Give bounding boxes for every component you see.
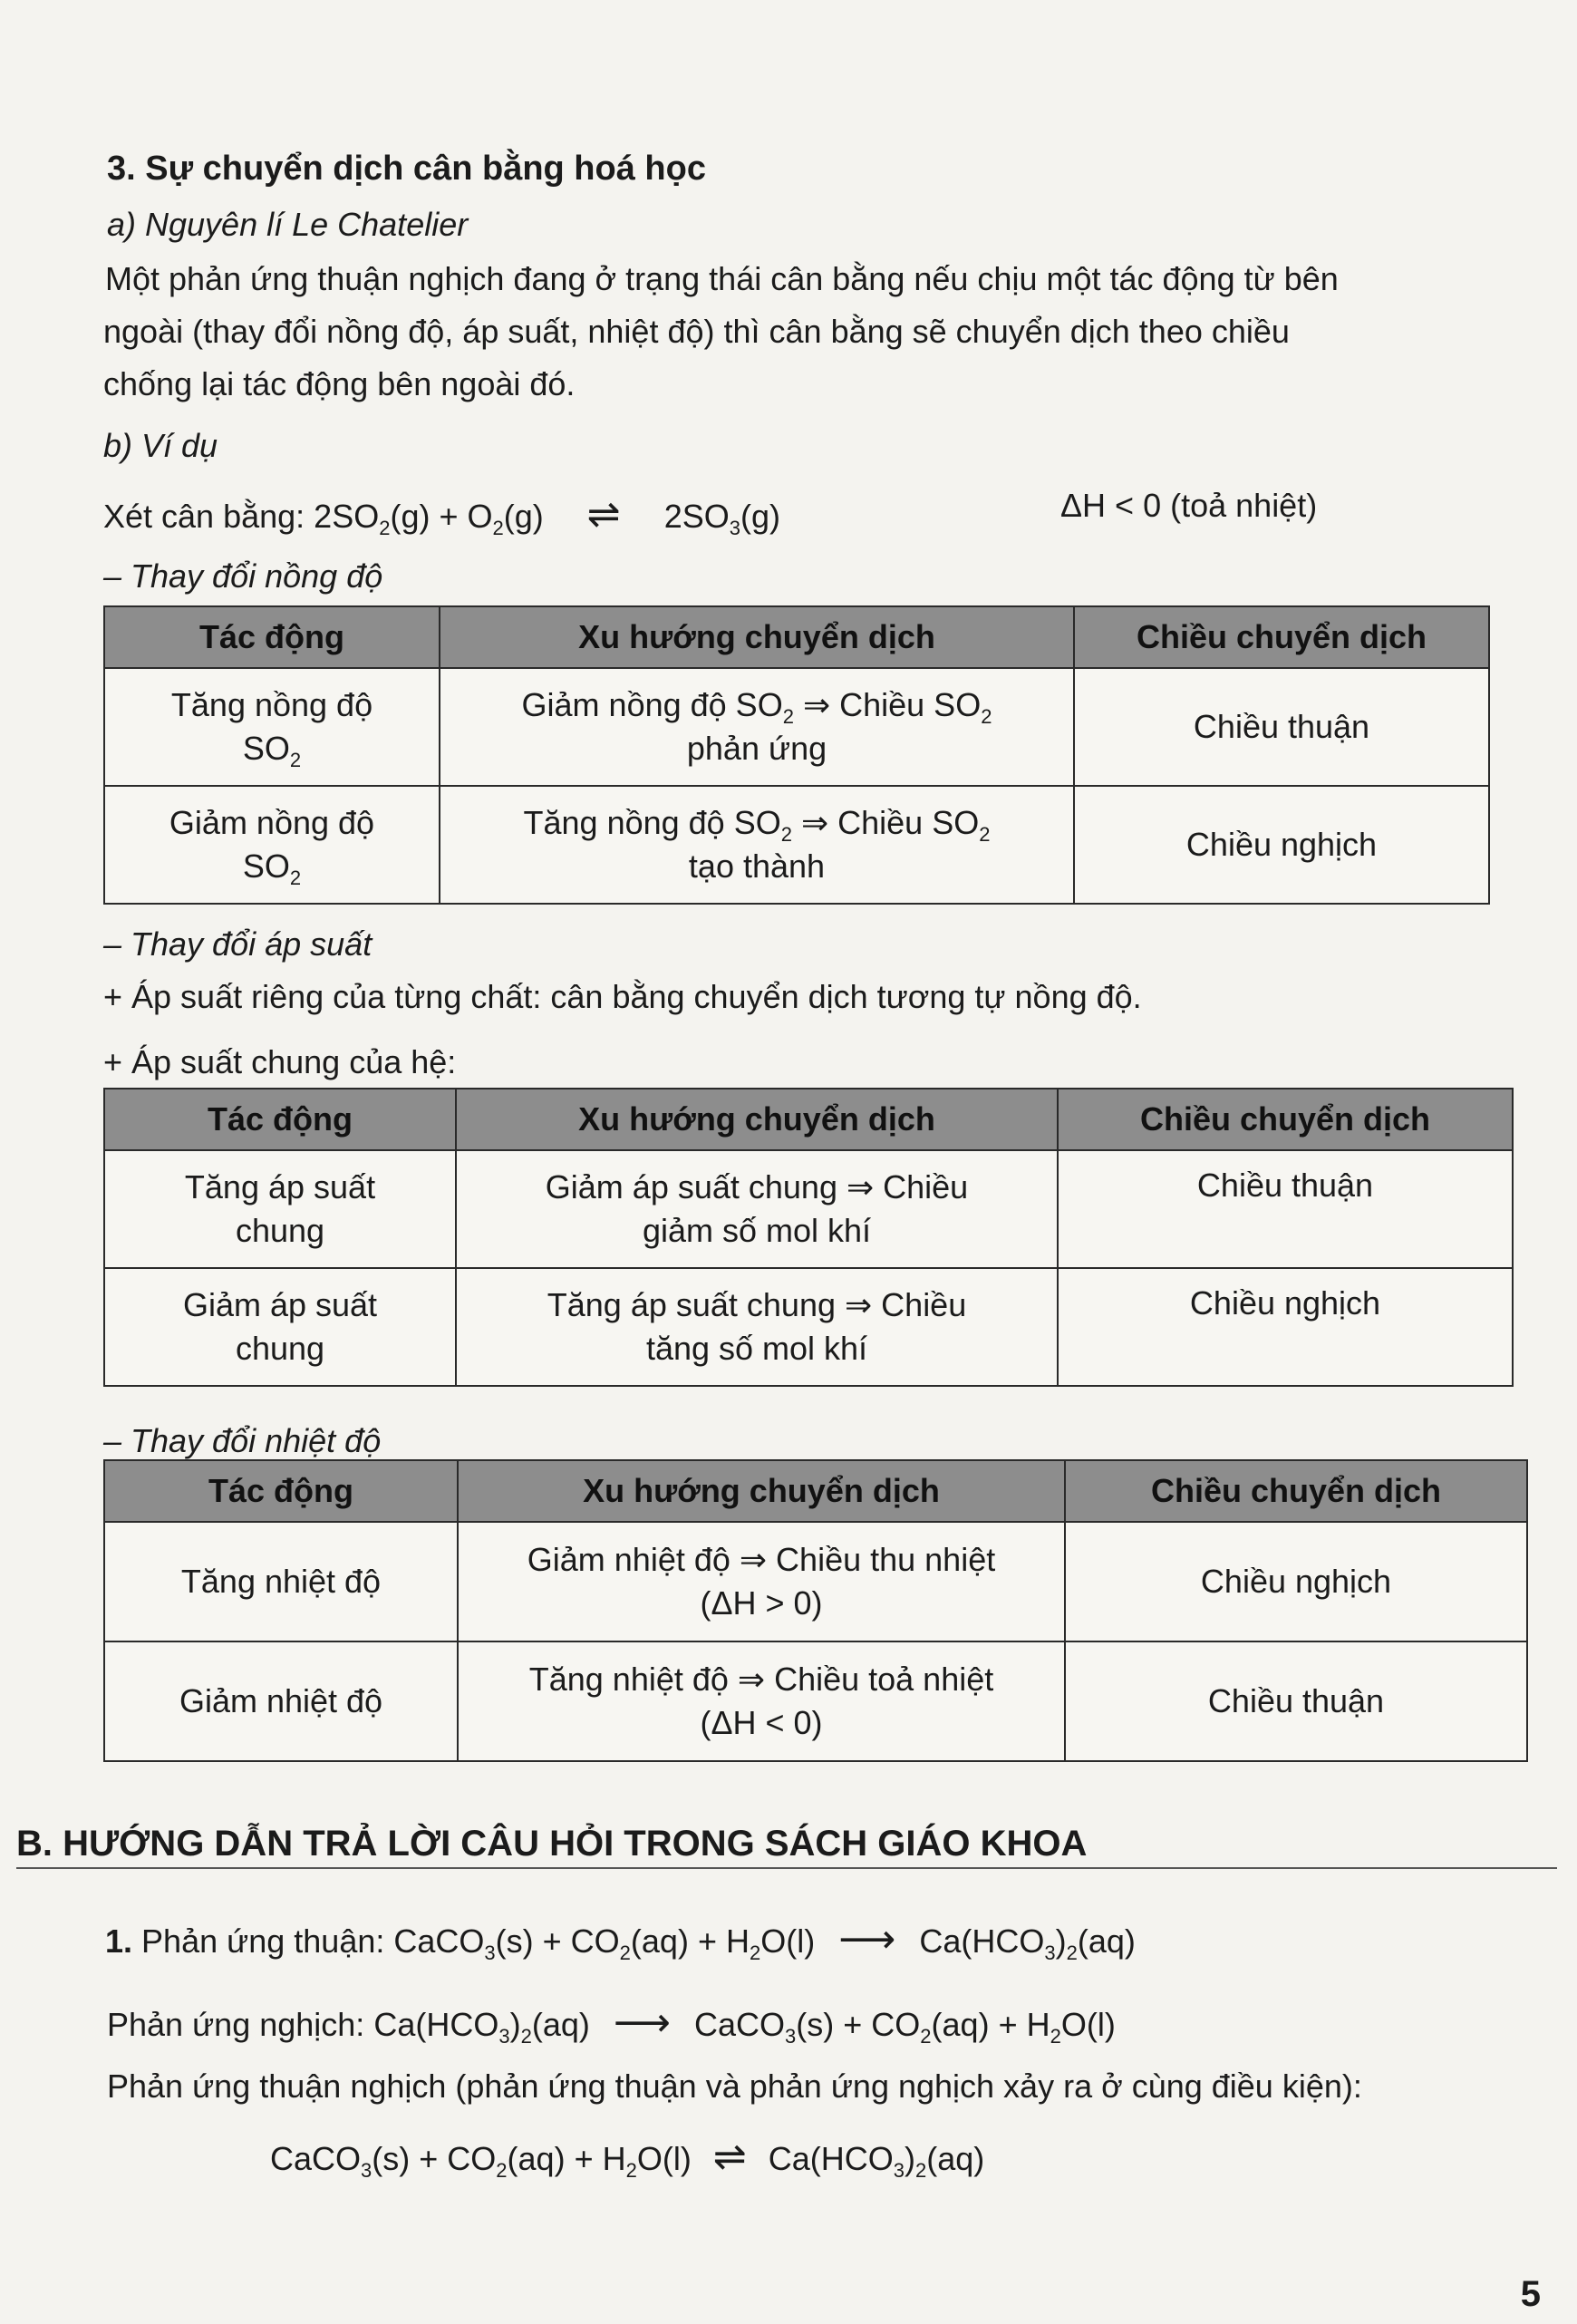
col-action-header: Tác động (104, 1089, 456, 1150)
pressure-total: + Áp suất chung của hệ: (103, 1043, 457, 1080)
q1-reverse-reaction: Phản ứng nghịch: $Ca(HCO_3)_2(aq)$ ⟶ CaCO$_3$(s) + $CO_2(aq) + H_2O(l)$ (107, 2000, 1116, 2048)
direction-cell: Chiều nghịch (1065, 1522, 1527, 1641)
principle-text-line-3: chống lại tác động bên ngoài đó. (103, 365, 576, 402)
col-trend-header: Xu hướng chuyển dịch (456, 1089, 1058, 1150)
action-cell: Tăng nồng độ $SO_2$ (104, 668, 440, 786)
example-equilibrium: Xét cân bằng: $2SO_2(g) + O_2(g)$ ⇌ $2SO_3(g)$ (103, 492, 780, 539)
trend-cell: Giảm nồng độ $SO_2$ ⇒ Chiều $SO_2$ phản ứng (440, 668, 1074, 786)
table-row (104, 1268, 1513, 1386)
q1-reversible-reaction: CaCO$_3$(s) + $CO_2(aq) + H_2O(l)$ ⇌ $Ca(HCO_3)_2(aq)$ (270, 2135, 985, 2182)
col-trend-header: Xu hướng chuyển dịch (440, 606, 1074, 668)
temperature-title: – Thay đổi nhiệt độ (103, 1422, 382, 1459)
trend-cell: Giảm áp suất chung ⇒ Chiều giảm số mol khí (456, 1150, 1058, 1268)
concentration-table (103, 605, 1490, 905)
section-b-divider (16, 1867, 1557, 1869)
trend-cell: Tăng nhiệt độ ⇒ Chiều toả nhiệt (ΔH < 0) (458, 1641, 1065, 1761)
table-row (104, 786, 1489, 904)
direction-cell: Chiều thuận (1065, 1641, 1527, 1761)
col-action-header: Tác động (104, 606, 440, 668)
trend-cell: Tăng áp suất chung ⇒ Chiều tăng số mol khí (456, 1268, 1058, 1386)
table-row (104, 1522, 1527, 1641)
col-action-header: Tác động (104, 1460, 458, 1522)
subsection-b-title: b) Ví dụ (103, 427, 218, 464)
direction-cell: Chiều thuận (1058, 1150, 1513, 1268)
col-direction-header: Chiều chuyển dịch (1058, 1089, 1513, 1150)
temperature-table (103, 1459, 1528, 1762)
table-row (104, 1641, 1527, 1761)
direction-cell: Chiều nghịch (1074, 786, 1489, 904)
enthalpy-note: ΔH < 0 (toả nhiệt) (1060, 487, 1318, 524)
action-cell: Giảm nồng độ $SO_2$ (104, 786, 440, 904)
equilibrium-arrow: ⇌ (586, 492, 621, 537)
pressure-table (103, 1088, 1514, 1387)
action-cell: Giảm nhiệt độ (104, 1641, 458, 1761)
page-number: 5 (1520, 2274, 1541, 2314)
action-cell: Tăng áp suất chung (104, 1150, 456, 1268)
pressure-title: – Thay đổi áp suất (103, 925, 372, 963)
trend-cell: Giảm nhiệt độ ⇒ Chiều thu nhiệt (ΔH > 0) (458, 1522, 1065, 1641)
col-direction-header: Chiều chuyển dịch (1074, 606, 1489, 668)
principle-text-line-2: ngoài (thay đổi nồng độ, áp suất, nhiệt độ) thì cân bằng sẽ chuyển dịch theo chiều (103, 313, 1290, 350)
table-row (104, 1150, 1513, 1268)
section-title: 3. Sự chuyển dịch cân bằng hoá học (107, 150, 706, 188)
direction-cell: Chiều nghịch (1058, 1268, 1513, 1386)
trend-cell: Tăng nồng độ $SO_2$ ⇒ Chiều $SO_2$ tạo thành (440, 786, 1074, 904)
col-trend-header: Xu hướng chuyển dịch (458, 1460, 1065, 1522)
direction-cell: Chiều thuận (1074, 668, 1489, 786)
q1-reversible-text: Phản ứng thuận nghịch (phản ứng thuận và phản ứng nghịch xảy ra ở cùng điều kiện): (107, 2067, 1362, 2105)
section-b-title: B. HƯỚNG DẪN TRẢ LỜI CÂU HỎI TRONG SÁCH GIÁO KHOA (16, 1824, 1088, 1864)
table-row (104, 668, 1489, 786)
principle-text-line-1: Một phản ứng thuận nghịch đang ở trạng thái cân bằng nếu chịu một tác động từ bên (105, 260, 1339, 297)
q1-forward-reaction: 1. Phản ứng thuận: CaCO$_3$(s) + $CO_2(aq) + H_2O(l)$ ⟶ $Ca(HCO_3)_2(aq)$ (105, 1917, 1136, 1964)
col-direction-header: Chiều chuyển dịch (1065, 1460, 1527, 1522)
subsection-a-title: a) Nguyên lí Le Chatelier (107, 206, 469, 243)
pressure-partial: + Áp suất riêng của từng chất: cân bằng chuyển dịch tương tự nồng độ. (103, 978, 1142, 1015)
action-cell: Giảm áp suất chung (104, 1268, 456, 1386)
concentration-title: – Thay đổi nồng độ (103, 557, 383, 595)
action-cell: Tăng nhiệt độ (104, 1522, 458, 1641)
